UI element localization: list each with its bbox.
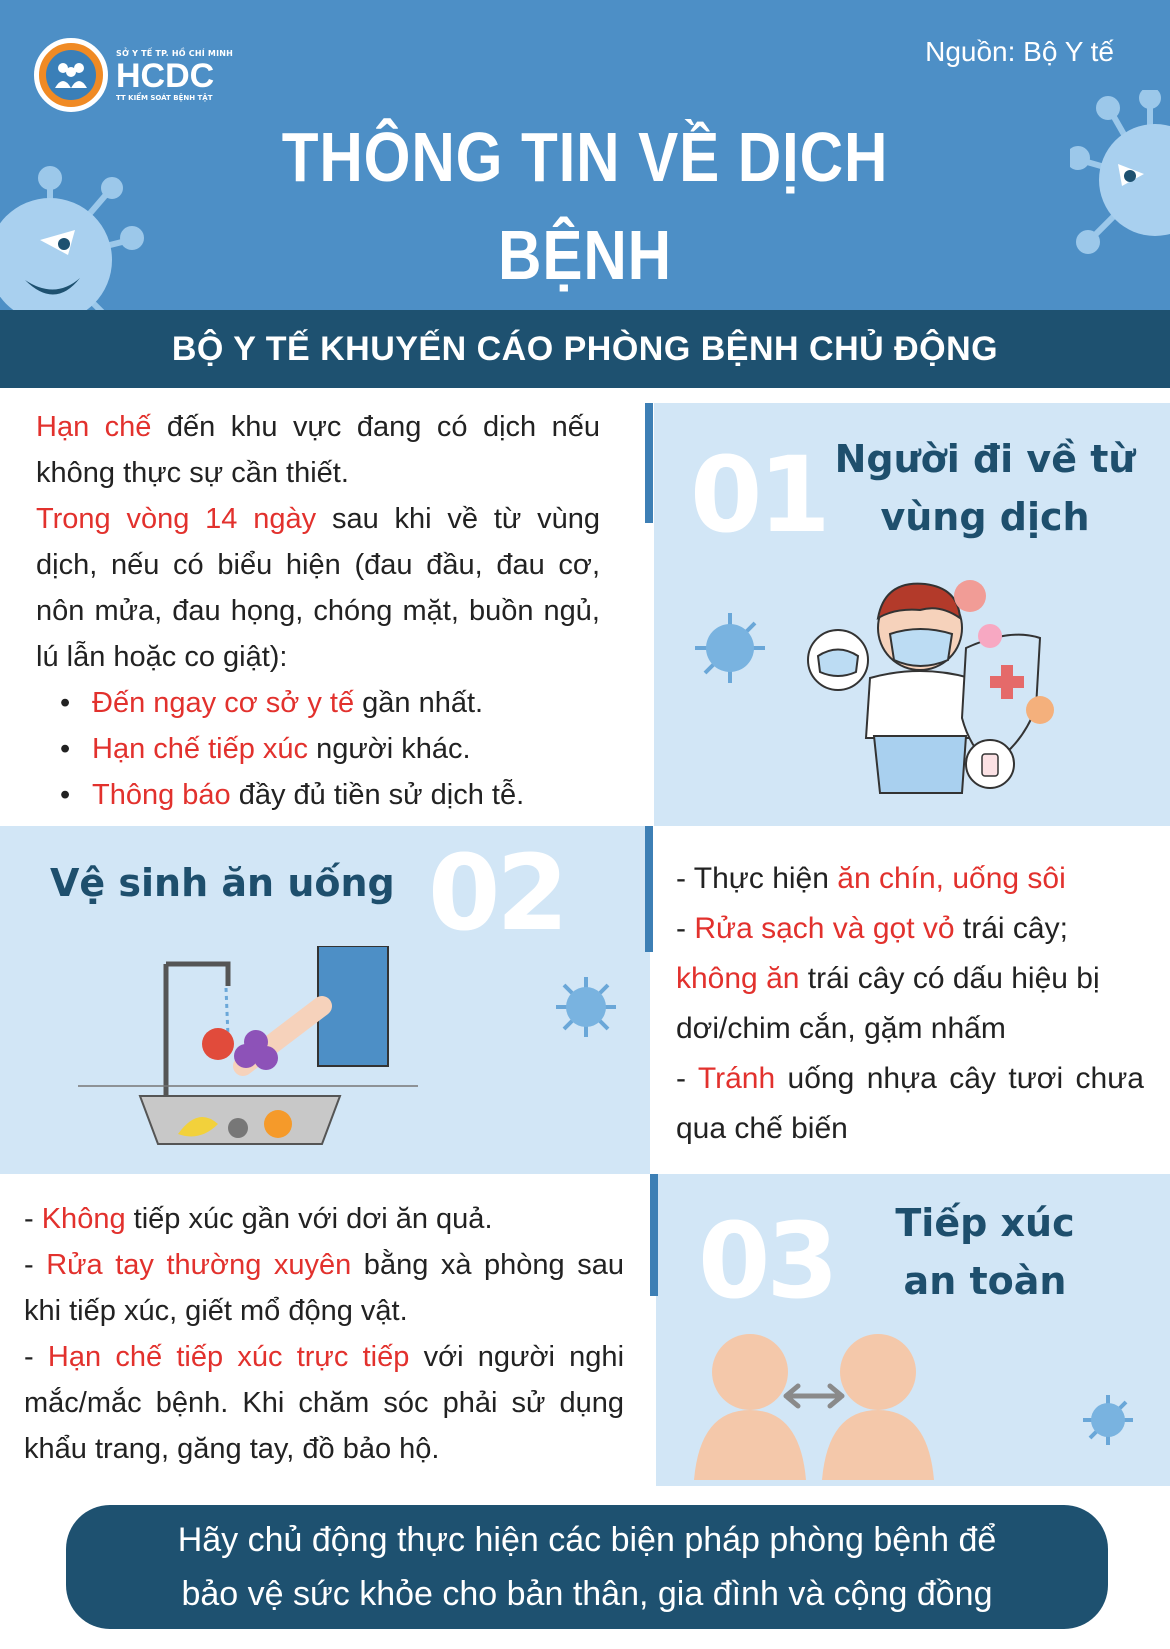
s1-p1-rest: đến khu vực đang có dịch nếu không thực sự cần thiết. bbox=[36, 411, 601, 489]
subtitle-bar bbox=[0, 310, 1170, 388]
list-item bbox=[36, 726, 600, 772]
s2-l3-rest: uống nhựa cây tươi chưa qua chế biến bbox=[676, 1062, 1144, 1145]
section1-title-line-1: Người đi về từ bbox=[834, 437, 1136, 481]
section1-title bbox=[820, 430, 1150, 546]
virus-icon bbox=[553, 974, 619, 1040]
section3-number: 03 bbox=[698, 1200, 835, 1322]
s3-l3-red: Hạn chế tiếp xúc trực tiếp bbox=[47, 1341, 410, 1373]
section3-title-line-1: Tiếp xúc bbox=[895, 1201, 1075, 1245]
boy-mask-shield-illustration bbox=[690, 568, 1110, 798]
virus-icon bbox=[695, 613, 765, 683]
s1-p2-rest: sau khi về từ vùng dịch, nếu có biểu hiện (đau đầu, đau cơ, nôn mửa, đau họng, chóng mặt, buồn ngủ, lú lẫn hoặc co giật): bbox=[36, 503, 600, 673]
subtitle: BỘ Y TẾ KHUYẾN CÁO PHÒNG BỆNH CHỦ ĐỘNG bbox=[171, 329, 999, 368]
virus-icon bbox=[0, 160, 150, 310]
page-title bbox=[211, 108, 959, 310]
s3-l1-rest: tiếp xúc gần với dơi ăn quả. bbox=[125, 1203, 493, 1235]
s3-l1-pre: - bbox=[24, 1203, 42, 1235]
s1-bullets bbox=[36, 680, 600, 818]
s3-l3-rest: với người nghi mắc/mắc bệnh. Khi chăm sóc phải sử dụng khẩu trang, găng tay, đồ bảo hộ. bbox=[24, 1341, 625, 1465]
list-item bbox=[36, 772, 600, 818]
logo-main-text: HCDC bbox=[116, 56, 215, 95]
s3-l2-pre: - bbox=[24, 1249, 47, 1281]
section1-title-line-2: vùng dịch bbox=[880, 495, 1090, 539]
bullet-rest: đầy đủ tiền sử dịch tễ. bbox=[230, 779, 525, 811]
list-item bbox=[36, 680, 600, 726]
bullet-red: Đến ngay cơ sở y tế bbox=[92, 687, 355, 719]
section3-title bbox=[850, 1194, 1120, 1310]
bullet-rest: người khác. bbox=[308, 733, 471, 765]
virus-icon bbox=[1080, 1392, 1136, 1448]
bullet-red: Hạn chế tiếp xúc bbox=[92, 733, 309, 765]
washing-fruit-illustration bbox=[78, 946, 418, 1146]
section1-text bbox=[36, 404, 600, 818]
section2-text bbox=[676, 854, 1144, 1154]
s1-p2-red: Trong vòng 14 ngày bbox=[36, 503, 317, 535]
s3-l2-rest: bằng xà phòng sau khi tiếp xúc, giết mổ động vật. bbox=[24, 1249, 624, 1327]
bullet-rest: gần nhất. bbox=[354, 687, 484, 719]
section2-title: Vệ sinh ăn uống bbox=[50, 861, 395, 905]
section3-title-line-2: an toàn bbox=[903, 1259, 1067, 1303]
title-line-1: THÔNG TIN VỀ DỊCH BỆNH bbox=[281, 118, 889, 294]
footer-banner bbox=[66, 1505, 1108, 1629]
section1-number: 01 bbox=[690, 434, 827, 556]
s2-l2-pre: - bbox=[676, 912, 695, 945]
section1-accent bbox=[645, 403, 653, 523]
s2-l2-rest2: trái cây có dấu hiệu bị dơi/chim cắn, gặm nhấm bbox=[676, 962, 1100, 1045]
section2-accent bbox=[645, 826, 653, 952]
section3-accent bbox=[650, 1174, 658, 1296]
logo-top-line: SỞ Y TẾ TP. HỒ CHÍ MINH bbox=[116, 48, 234, 58]
section3-text bbox=[24, 1196, 624, 1472]
s2-l3-pre: - bbox=[676, 1062, 698, 1095]
s1-p1-red: Hạn chế bbox=[36, 411, 152, 443]
header-banner bbox=[0, 0, 1170, 310]
source-label: Nguồn: Bộ Y tế bbox=[925, 36, 1114, 67]
s2-l3-red: Tránh bbox=[697, 1062, 776, 1095]
virus-icon bbox=[1070, 90, 1170, 270]
s2-l1-red: ăn chín, uống sôi bbox=[837, 862, 1066, 895]
s2-l1-pre: - Thực hiện bbox=[676, 862, 838, 895]
section2-number: 02 bbox=[428, 832, 565, 954]
logo-bottom-line: TT KIỂM SOÁT BỆNH TẬT bbox=[116, 93, 213, 102]
footer-line-2: bảo vệ sức khỏe cho bản thân, gia đình và cộng đồng bbox=[181, 1575, 993, 1613]
two-people-distance-illustration bbox=[694, 1330, 934, 1480]
s2-l2-rest: trái cây; bbox=[954, 912, 1068, 945]
s2-l2-red: Rửa sạch và gọt vỏ bbox=[694, 912, 955, 945]
s2-l2-red2: không ăn bbox=[676, 962, 800, 995]
hcdc-logo bbox=[34, 38, 233, 112]
s3-l3-pre: - bbox=[24, 1341, 48, 1373]
s3-l2-red: Rửa tay thường xuyên bbox=[46, 1249, 352, 1281]
bullet-red: Thông báo bbox=[92, 779, 231, 811]
people-icon bbox=[53, 60, 89, 90]
s3-l1-red: Không bbox=[41, 1203, 126, 1235]
footer-line-1: Hãy chủ động thực hiện các biện pháp phòng bệnh để bbox=[177, 1521, 997, 1559]
logo-icon bbox=[34, 38, 108, 112]
